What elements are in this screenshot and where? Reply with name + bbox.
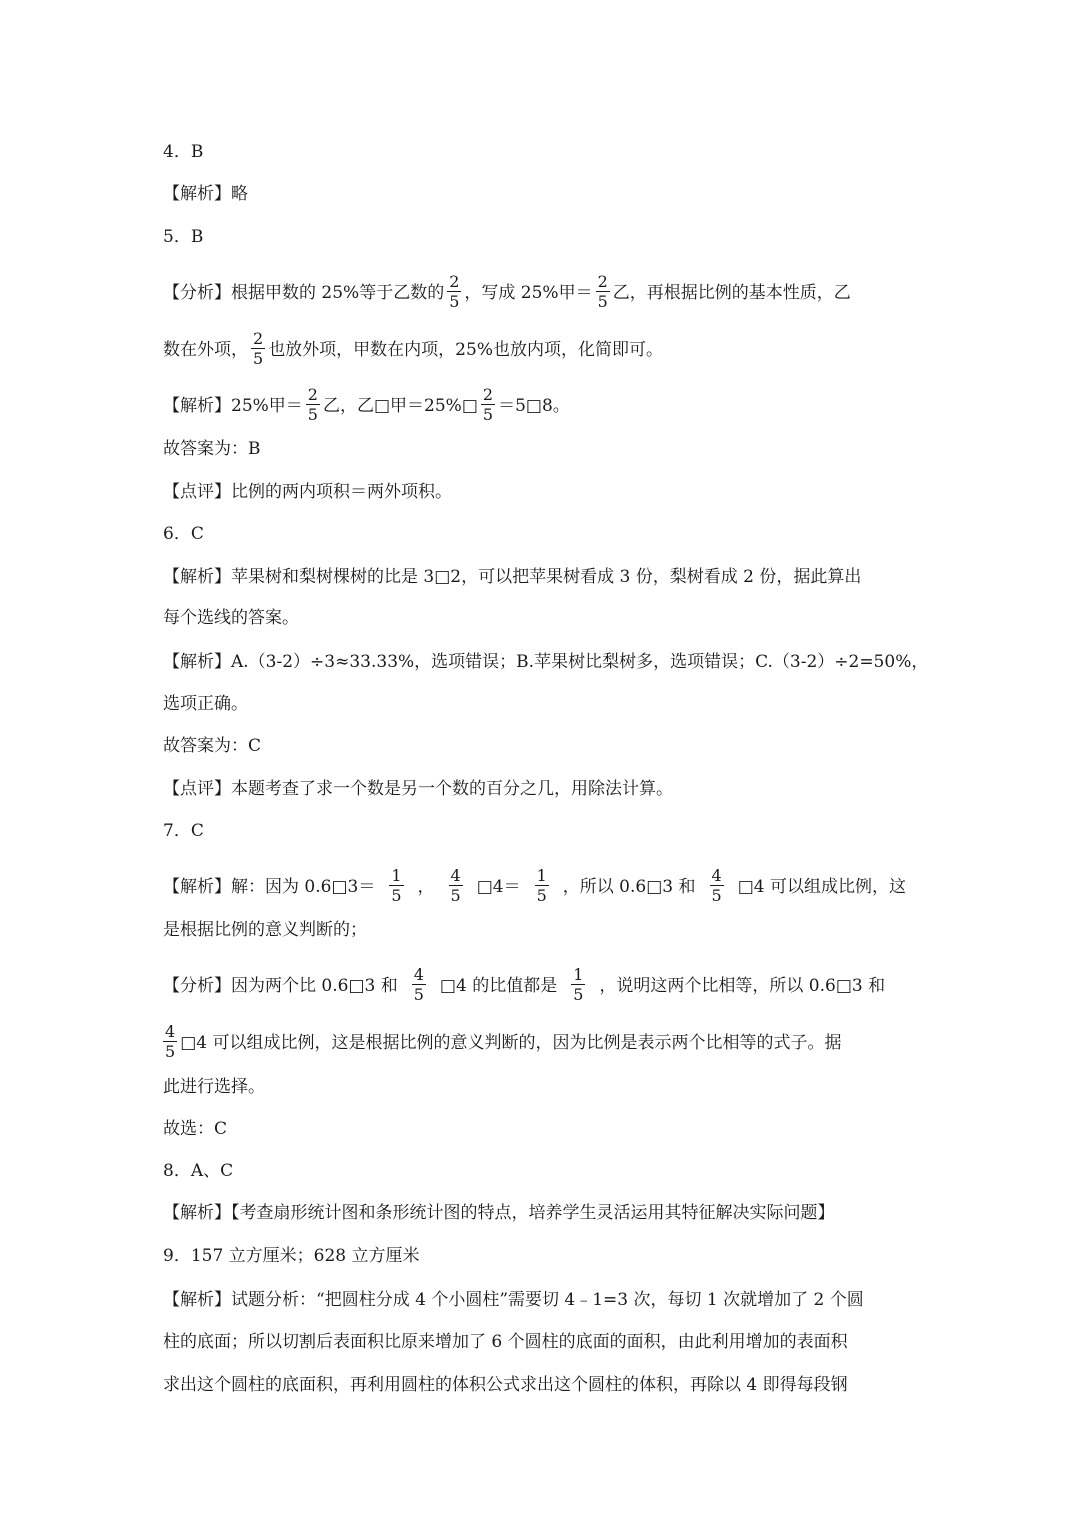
fenxi-text: 根据甲数的 25%等于乙数的	[231, 283, 445, 303]
fraction-four-fifths	[412, 965, 426, 1004]
jiexi-text: 乙，乙□甲＝25%□	[322, 396, 478, 416]
fenxi-text: 因为两个比 0.6□3 和	[231, 976, 398, 996]
fraction-two-fifths	[306, 385, 320, 424]
fraction-numerator: 1	[573, 965, 584, 984]
q6-answer: 6．C	[163, 524, 204, 544]
jiexi-text: 【考查扇形统计图和条形统计图的特点，培养学生灵活运用其特征解决实际问题】	[231, 1203, 835, 1223]
fraction-denominator: 5	[711, 886, 722, 905]
q5-jiexi	[163, 387, 920, 426]
jiexi-text: 苹果树和梨树棵树的比是 3□2，可以把苹果树看成 3 份，梨树看成 2 份，据此算出	[231, 567, 862, 587]
fenxi-tag: 【分析】	[163, 283, 231, 303]
fraction-numerator: 2	[597, 272, 608, 291]
fenxi-text: ，说明这两个比相等，所以 0.6□3 和	[599, 976, 886, 996]
jiexi-text: □4＝	[476, 877, 521, 897]
fraction-denominator: 5	[536, 886, 547, 905]
q8-answer: 8．A、C	[163, 1161, 234, 1181]
jiexi-tag: 【解析】	[163, 184, 231, 204]
jiexi-tag: 【解析】	[163, 652, 231, 672]
fraction-denominator: 5	[449, 292, 460, 311]
q9-answer: 9．157 立方厘米；628 立方厘米	[163, 1246, 420, 1266]
dianping-text: 比例的两内项积＝两外项积。	[231, 482, 452, 502]
q7-fenxi-line1	[163, 967, 920, 1006]
jiexi-tag: 【解析】	[163, 567, 231, 587]
q5-dianping	[163, 480, 920, 504]
fraction-four-fifths	[449, 866, 463, 905]
q7-jiexi-line1	[163, 868, 920, 907]
fraction-denominator: 5	[450, 886, 461, 905]
jiexi-tag: 【解析】	[163, 877, 231, 897]
q7-fenxi-line2	[163, 1024, 920, 1063]
jiexi-text: 试题分析：“把圆柱分成 4 个小圆柱”需要切 4﹣1=3 次，每切 1 次就增加了 2 个圆	[231, 1290, 864, 1310]
fraction-numerator: 1	[391, 866, 402, 885]
fenxi-text: 乙，再根据比例的基本性质，乙	[612, 283, 851, 303]
fenxi-text: ，写成 25%甲＝	[464, 283, 593, 303]
fraction-denominator: 5	[413, 985, 424, 1004]
q5-answer: 5．B	[163, 227, 204, 247]
q9-jiexi-line2: 柱的底面；所以切割后表面积比原来增加了 6 个圆柱的底面的面积，由此利用增加的表面积	[163, 1332, 848, 1352]
q6-jiexi2-line1	[163, 650, 929, 674]
q6-dianping	[163, 777, 920, 801]
dianping-tag: 【点评】	[163, 779, 231, 799]
fraction-numerator: 1	[536, 866, 547, 885]
q8-jiexi	[163, 1201, 920, 1225]
fraction-numerator: 2	[307, 385, 318, 404]
fraction-numerator: 4	[413, 965, 424, 984]
fraction-one-fifth	[389, 866, 403, 905]
fraction-four-fifths	[710, 866, 724, 905]
fraction-denominator: 5	[307, 405, 318, 424]
fraction-numerator: 2	[253, 329, 264, 348]
fraction-denominator: 5	[253, 349, 264, 368]
q4-answer: 4．B	[163, 142, 204, 162]
jiexi-text: 25%甲＝	[231, 396, 303, 416]
fraction-denominator: 5	[482, 405, 494, 424]
fraction-numerator: 4	[450, 866, 461, 885]
fraction-denominator: 5	[573, 985, 584, 1004]
fenxi-text: 数在外项，	[163, 340, 248, 360]
fraction-two-fifths	[251, 329, 265, 368]
q5-fenxi-line1	[163, 274, 920, 313]
jiexi-text: □4 可以组成比例，这	[737, 877, 906, 897]
jiexi-text: 解：因为 0.6□3＝	[231, 877, 376, 897]
fraction-four-fifths	[163, 1022, 177, 1061]
fraction-one-fifth	[571, 965, 585, 1004]
fraction-two-fifths	[596, 272, 610, 311]
jiexi-text: ，	[417, 877, 435, 897]
fraction-numerator: 4	[711, 866, 722, 885]
q9-jiexi-line3: 求出这个圆柱的底面积，再利用圆柱的体积公式求出这个圆柱的体积，再除以 4 即得每段钢	[163, 1375, 848, 1395]
fenxi-text: □4 的比值都是	[439, 976, 558, 996]
jiexi-tag: 【解析】	[163, 1290, 231, 1310]
fraction-denominator: 5	[597, 292, 608, 311]
fraction-numerator: 4	[165, 1022, 176, 1041]
fenxi-tag: 【分析】	[163, 976, 231, 996]
q9-jiexi-line1	[163, 1288, 920, 1312]
jiexi-text: ＝5□8。	[498, 396, 570, 416]
dianping-tag: 【点评】	[163, 482, 231, 502]
q5-fenxi-line2	[163, 331, 920, 370]
fraction-denominator: 5	[391, 886, 402, 905]
jiexi-text: ，所以 0.6□3 和	[562, 877, 696, 897]
fraction-one-fifth	[535, 866, 549, 905]
fraction-numerator: 2	[482, 385, 494, 404]
q7-answer: 7．C	[163, 821, 204, 841]
q4-jiexi	[163, 182, 920, 206]
jiexi-tag: 【解析】	[163, 1203, 231, 1223]
q6-jiexi1-line2: 每个选线的答案。	[163, 608, 299, 628]
fraction-denominator: 5	[165, 1042, 176, 1061]
jiexi-text: A.（3-2）÷3≈33.33%，选项错误；B.苹果树比梨树多，选项错误；C.（3-2）÷2=50%，	[231, 652, 929, 672]
fraction-two-fifths	[447, 272, 461, 311]
fraction-two-fifths	[481, 385, 495, 424]
q7-final-answer: 故选：C	[163, 1119, 228, 1139]
jiexi-text: 略	[231, 184, 248, 204]
q7-jiexi-line2: 是根据比例的意义判断的；	[163, 920, 367, 940]
q7-fenxi-line3: 此进行选择。	[163, 1077, 265, 1097]
q5-final-answer: 故答案为：B	[163, 439, 261, 459]
q6-final-answer: 故答案为：C	[163, 736, 262, 756]
fraction-numerator: 2	[449, 272, 460, 291]
fenxi-text: 也放外项，甲数在内项，25%也放内项，化简即可。	[268, 340, 663, 360]
q6-jiexi2-line2: 选项正确。	[163, 694, 248, 714]
q6-jiexi1-line1	[163, 565, 920, 589]
dianping-text: 本题考查了求一个数是另一个数的百分之几，用除法计算。	[231, 779, 673, 799]
jiexi-tag: 【解析】	[163, 396, 231, 416]
fenxi-text: □4 可以组成比例，这是根据比例的意义判断的，因为比例是表示两个比相等的式子。据	[180, 1033, 842, 1053]
